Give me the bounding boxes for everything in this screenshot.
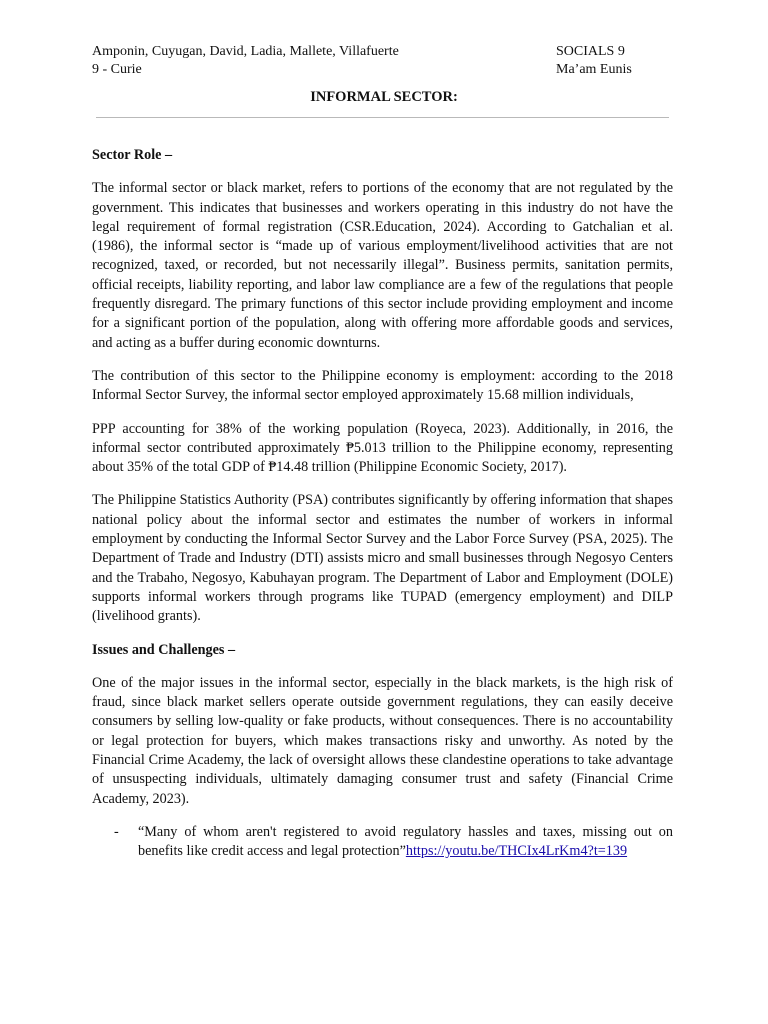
sector-role-paragraph-1: The informal sector or black market, refers to portions of the economy that are not regulated by the government. This indicates that businesses and workers operating in this industry do not have the legal requirement of formal registration (CSR.Education, 2024). According to Gatchalian et al. (1986), the informal sector is “made up of various employment/livelihood activities that are not recognized, taxed, or recorded, but not necessarily illegal”. Business permits, sanitation permits, official receipts, liability reporting, and labor law compliance are a few of the regulations that people frequently disregard. The primary functions of this sector include providing employment and income for a significant portion of the population, along with offering more affordable goods and services, and acting as a buffer during economic downturns.: [92, 180, 673, 351]
teacher: Ma’am Eunis: [556, 62, 632, 77]
sector-role-paragraph-2: The contribution of this sector to the Philippine economy is employment: according to the 2018 Informal Sector Survey, the informal sector employed approximately 15.68 million individuals,: [92, 367, 673, 404]
bullet-marker: -: [114, 823, 119, 840]
sector-role-paragraph-4: The Philippine Statistics Authority (PSA) contributes significantly by offering information that shapes national policy about the informal sector and estimates the number of workers in informal employment by conducting the Informal Sector Survey and the Labor Force Survey (PSA, 2025). The Department of Trade and Industry (DTI) assists micro and small businesses through Negosyo Centers and the Trabaho, Negosyo, Kabuhayan program. The Department of Labor and Employment (DOLE) supports informal workers through programs like TUPAD (emergency employment) and DILP (livelihood grants).: [92, 492, 673, 625]
document-body: [92, 146, 673, 862]
issues-heading: Issues and Challenges –: [92, 641, 236, 658]
sector-role-heading: Sector Role –: [92, 147, 173, 163]
bullet-item: [92, 823, 673, 862]
authors: Amponin, Cuyugan, David, Ladia, Mallete, Villafuerte: [92, 44, 399, 59]
title-divider: [96, 117, 669, 118]
class-section: 9 - Curie: [92, 62, 142, 77]
subject: SOCIALS 9: [556, 44, 625, 59]
sector-role-paragraph-3: PPP accounting for 38% of the working population (Royeca, 2023). Additionally, in 2016, the informal sector contributed approximately ₱5.013 trillion to the Philippine economy, representing about 35% of the total GDP of ₱14.48 trillion (Philippine Economic Society, 2017).: [92, 420, 673, 476]
issues-paragraph: One of the major issues in the informal sector, especially in the black markets, is the high risk of fraud, since black market sellers operate outside government regulations, they can easily deceive consumers by selling low-quality or fake products, without consequences. There is no accountability or legal protection for buyers, which makes transactions risky and unworthy. As noted by the Financial Crime Academy, the lack of oversight allows these clandestine operations to take advantage of unsuspecting individuals, ultimately damaging consumer trust and safety (Financial Crime Academy, 2023).: [92, 674, 673, 807]
bullet-quote: “Many of whom aren't registered to avoid regulatory hassles and taxes, missing out on benefits like credit access and legal protection”: [138, 823, 673, 860]
youtube-link[interactable]: https://youtu.be/THCIx4LrKm4?t=139: [405, 843, 628, 860]
page-title: INFORMAL SECTOR:: [310, 89, 458, 105]
